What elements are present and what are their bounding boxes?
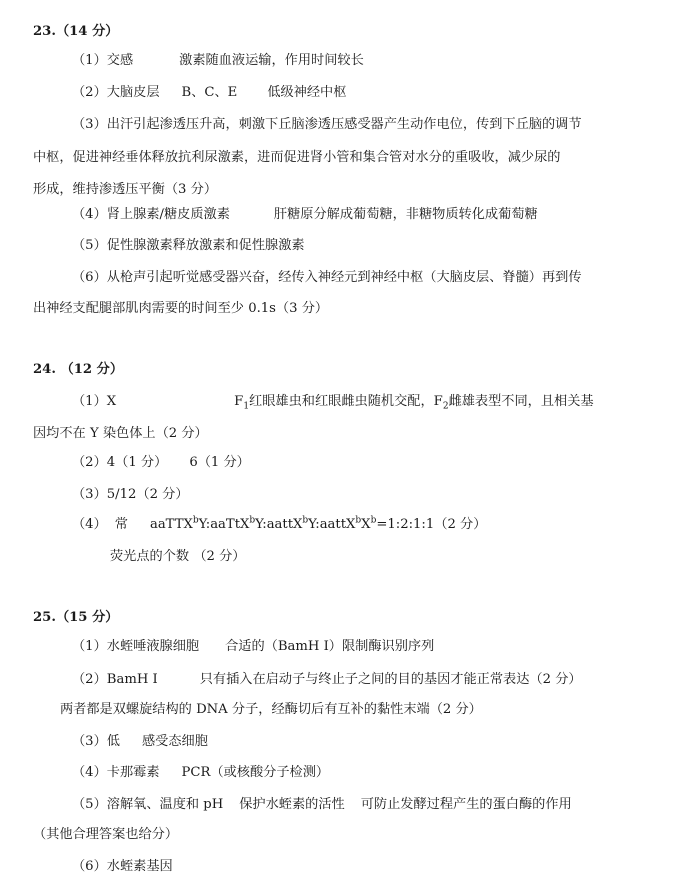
q23-item-3-line3: 形成，维持渗透压平衡（3 分） xyxy=(33,182,218,197)
q23-item-6-line1: （6）从枪声引起听觉感受器兴奋，经传入神经元到神经中枢（大脑皮层、脊髓）再到传 xyxy=(72,270,582,285)
q23-item-5: （5）促性腺激素释放激素和促性腺激素 xyxy=(72,238,305,253)
q25-header: 25.（15 分） xyxy=(33,610,119,625)
q25-item-5-line2: （其他合理答案也给分） xyxy=(33,827,179,842)
q24-item-3: （3）5/12（2 分） xyxy=(72,487,189,502)
q23-item-3-line2: 中枢，促进神经垂体释放抗利尿激素，进而促进肾小管和集合管对水分的重吸收，减少尿的 xyxy=(33,150,561,165)
q24-header: 24. （12 分） xyxy=(33,362,124,377)
q24-item-1-line2: 因均不在 Y 染色体上（2 分） xyxy=(33,426,208,441)
q25-item-2-line2: 两者都是双螺旋结构的 DNA 分子，经酶切后有互补的黏性末端（2 分） xyxy=(60,702,482,717)
q24-item-4-line2: 荧光点的个数 （2 分） xyxy=(110,549,246,564)
q25-item-5-line1: （5）溶解氧、温度和 pH 保护水蛭素的活性 可防止发酵过程产生的蛋白酶的作用 xyxy=(72,797,572,812)
q25-item-4: （4）卡那霉素 PCR（或核酸分子检测） xyxy=(72,765,330,780)
q23-header: 23.（14 分） xyxy=(33,24,119,39)
q23-item-6-line2: 出神经支配腿部肌肉需要的时间至少 0.1s（3 分） xyxy=(33,301,329,316)
q24-item-2: （2）4（1 分） 6（1 分） xyxy=(72,455,250,470)
q23-item-2: （2）大脑皮层 B、C、E 低级神经中枢 xyxy=(72,85,347,100)
q25-item-3: （3）低 感受态细胞 xyxy=(72,734,208,749)
q24-item-4-line1: （4） 常 $aaTTX^bY:aaTtX^bY:aattX^bY:aattX^bX^b=1:2:1:1(2$ 分） xyxy=(72,515,487,532)
q23-item-4: （4）肾上腺素/糖皮质激素 肝糖原分解成葡萄糖，非糖物质转化成葡萄糖 xyxy=(72,207,538,222)
q25-item-6: （6）水蛭素基因 xyxy=(72,859,173,874)
q23-item-3-line1: （3）出汗引起渗透压升高，刺激下丘脑渗透压感受器产生动作电位，传到下丘脑的调节 xyxy=(72,117,582,132)
q25-item-1: （1）水蛭唾液腺细胞 合适的（BamH I）限制酶识别序列 xyxy=(72,639,435,654)
q24-item-1-line1: （1）X $F_1$红眼雄虫和红眼雌虫随机交配，$F_2$雌雄表型不同，且相关基 xyxy=(72,394,594,412)
q23-item-1: （1）交感 激素随血液运输，作用时间较长 xyxy=(72,53,364,68)
q25-item-2-line1: （2）BamH I 只有插入在启动子与终止子之间的目的基因才能正常表达（2 分） xyxy=(72,672,582,687)
